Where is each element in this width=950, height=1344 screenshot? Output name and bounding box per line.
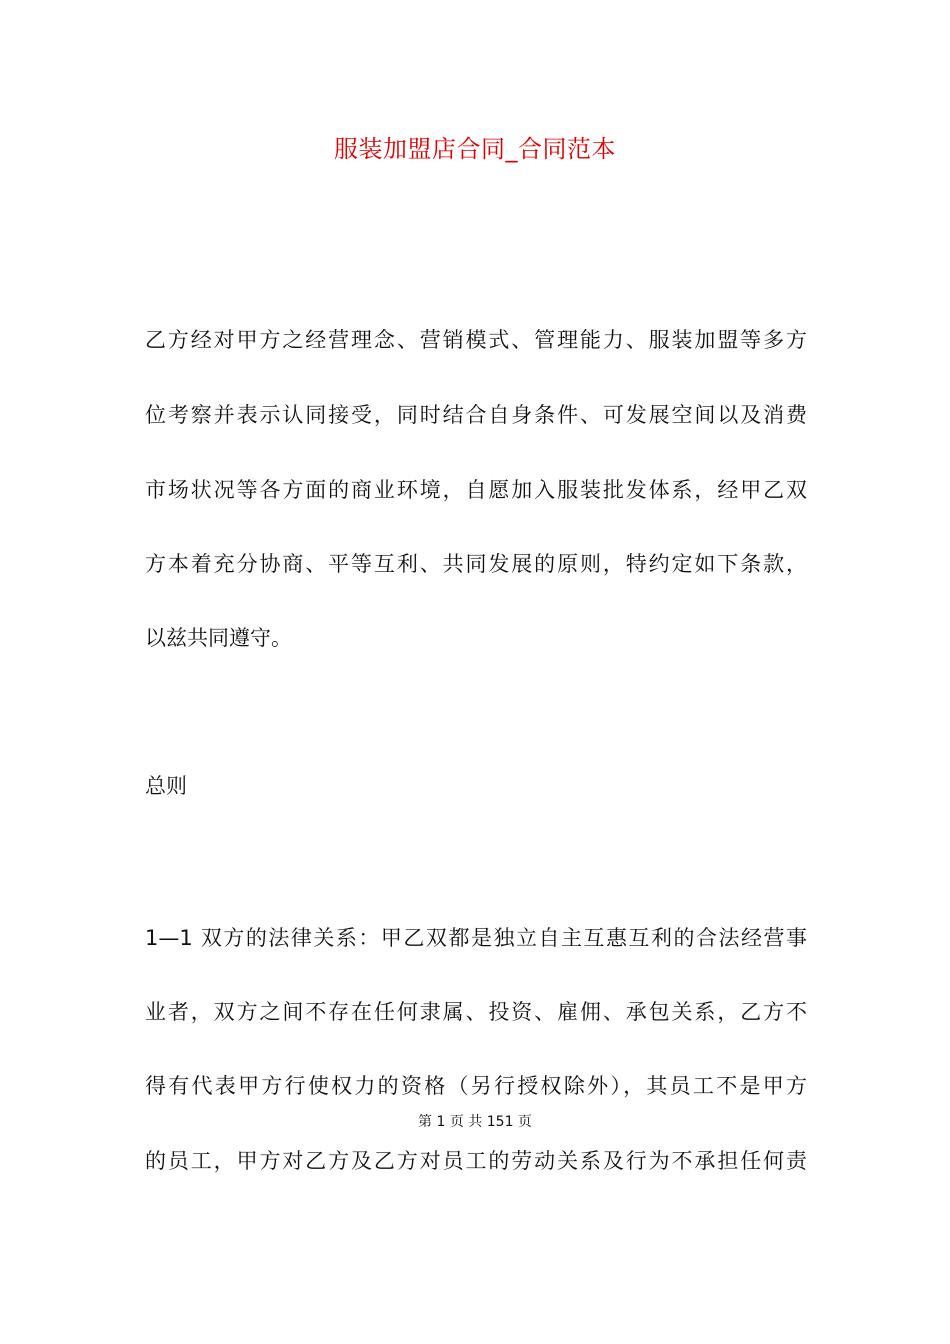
- page-footer: 第 1 页 共 151 页: [418, 1114, 532, 1130]
- intro-line-4: 方本着充分协商、平等互利、共同发展的原则，特约定如下条款，: [145, 552, 807, 576]
- clause-line-1: 1—1 双方的法律关系：甲乙双都是独立自主互惠互利的合法经营事: [145, 926, 807, 950]
- clause-line-3: 得有代表甲方行使权力的资格（另行授权除外），其员工不是甲方: [145, 1074, 807, 1098]
- intro-line-5: 以兹共同遵守。: [145, 626, 292, 650]
- clause-line-2: 业者，双方之间不存在任何隶属、投资、雇佣、承包关系，乙方不: [145, 1000, 807, 1024]
- section-heading: 总则: [145, 774, 187, 798]
- document-title: 服装加盟店合同_合同范本: [334, 135, 616, 163]
- intro-line-1: 乙方经对甲方之经营理念、营销模式、管理能力、服装加盟等多方: [145, 328, 807, 352]
- clause-line-4: 的员工，甲方对乙方及乙方对员工的劳动关系及行为不承担任何责: [145, 1149, 807, 1173]
- intro-line-2: 位考察并表示认同接受，同时结合自身条件、可发展空间以及消费: [145, 403, 807, 427]
- intro-line-3: 市场状况等各方面的商业环境，自愿加入服装批发体系，经甲乙双: [145, 478, 807, 502]
